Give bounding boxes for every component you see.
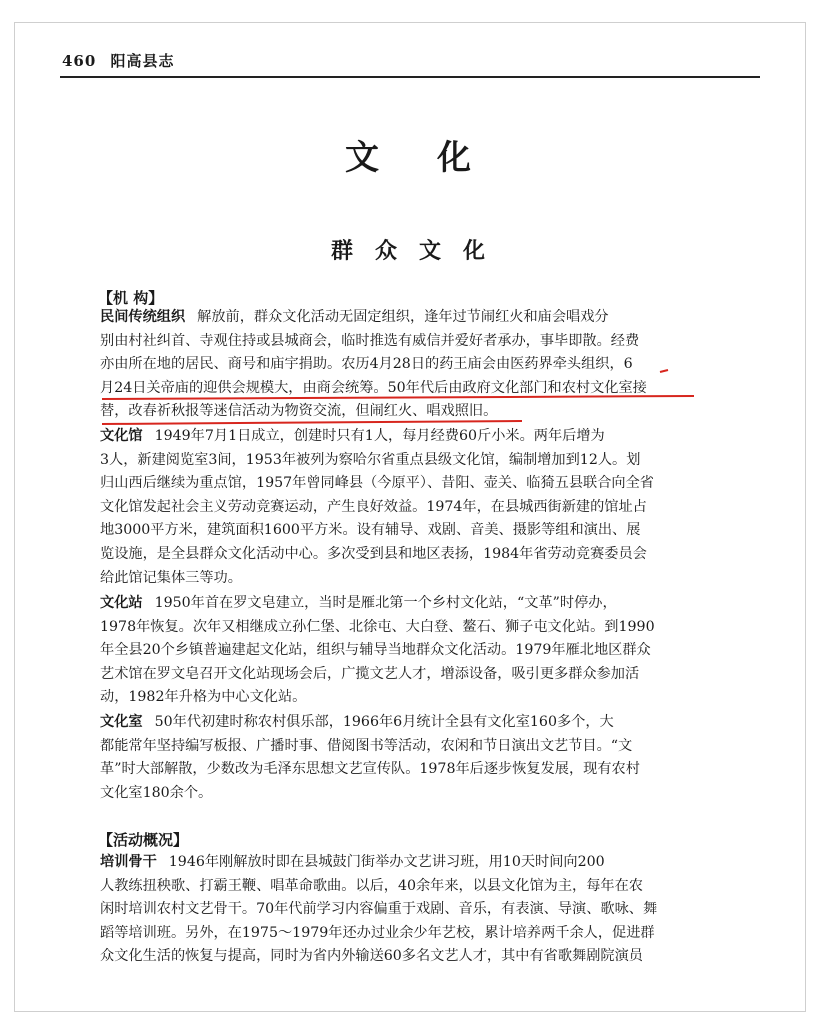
header-rule	[60, 76, 760, 78]
text-line: 艺术馆在罗文皂召开文化站现场会后，广揽文艺人才，增添设备，吸引更多群众参加活	[100, 665, 640, 682]
text-line: 闲时培训农村文艺骨干。70年代前学习内容偏重于戏剧、音乐，有表演、导演、歌咏、舞	[100, 901, 658, 918]
text-line: 年全县20个乡镇普遍建起文化站，组织与辅导当地群众文化活动。1979年雁北地区群众	[100, 642, 651, 659]
text-line: 都能常年坚持编写板报、广播时事、借阅图书等活动，农闲和节日演出文艺节目。“文	[100, 737, 633, 754]
text-line: 民间传统组织 解放前，群众文化活动无固定组织，逢年过节闹红火和庙会唱戏分	[100, 309, 609, 325]
text-line: 亦由所在地的居民、商号和庙宇捐助。农历4月28日的药王庙会由医药界牵头组织，6	[100, 356, 633, 373]
text-line: 文化站 1950年首在罗文皂建立，当时是雁北第一个乡村文化站，“文革”时停办，	[100, 595, 617, 611]
book-title: 阳高县志	[110, 52, 175, 70]
text-line: 蹈等培训班。另外，在1975～1979年还办过业余少年艺校，累计培养两千余人，促进群	[100, 924, 655, 941]
text-line: 人教练扭秧歌、打霸王鞭、唱革命歌曲。以后，40余年来，以县文化馆为主，每年在农	[100, 877, 643, 894]
text-line: 1978年恢复。次年又相继成立孙仁堡、北徐屯、大白登、鳌石、狮子屯文化站。到1990	[100, 618, 655, 635]
text-line: 3人，新建阅览室3间，1953年被列为察哈尔省重点县级文化馆，编制增加到12人。划	[100, 451, 641, 468]
entry-term: 文化站	[100, 595, 143, 611]
text-line: 培训骨干 1946年刚解放时即在县城鼓门街举办文艺讲习班，用10天时间向200	[100, 854, 605, 870]
entry-term: 文化室	[100, 714, 143, 730]
page-number: 460	[62, 52, 97, 70]
text-line: 动，1982年升格为中心文化站。	[100, 689, 307, 706]
entry-term: 民间传统组织	[100, 309, 186, 325]
entry-training	[100, 851, 670, 969]
text-line: 给此馆记集体三等功。	[100, 569, 242, 586]
text-line: 归山西后继续为重点馆，1957年曾同峰县（今原平）、昔阳、壶关、临猗五县联合向全省	[100, 475, 654, 492]
section-heading-activities: 【活动概况】	[98, 831, 189, 849]
entry-cultural-station	[100, 592, 670, 710]
chapter-title: 文化	[345, 138, 529, 178]
text-line: 众文化生活的恢复与提高，同时为省内外输送60多名文艺人才，其中有省歌舞剧院演员	[100, 948, 643, 965]
text-line: 革”时大部解散，少数改为毛泽东思想文艺宣传队。1978年后逐步恢复发展，现有农村	[100, 761, 640, 778]
entry-folk-organizations	[100, 306, 670, 424]
text-line: 替，改春祈秋报等迷信活动为物资交流，但闹红火、唱戏照旧。	[100, 403, 498, 420]
entry-term: 培训骨干	[100, 854, 157, 870]
text-line: 文化馆发起社会主义劳动竞赛运动，产生良好效益。1974年，在县城西街新建的馆址占	[100, 498, 647, 515]
running-header	[62, 50, 175, 71]
section-heading-organizations: 【机 构】	[98, 289, 164, 307]
text-line: 月24日关帝庙的迎供会规模大，由商会统筹。50年代后由政府文化部门和农村文化室接	[100, 379, 647, 396]
section-title: 群众文化	[330, 239, 507, 264]
text-line: 别由村社纠首、寺观住持或县城商会，临时推选有威信并爱好者承办，事毕即散。经费	[100, 332, 640, 349]
entry-cultural-center	[100, 425, 670, 590]
entry-term: 文化馆	[100, 428, 143, 444]
text-line: 览设施，是全县群众文化活动中心。多次受到县和地区表扬，1984年省劳动竞赛委员会	[100, 545, 647, 562]
text-line: 文化室 50年代初建时称农村俱乐部，1966年6月统计全县有文化室160多个，大	[100, 714, 614, 730]
text-line: 文化馆 1949年7月1日成立，创建时只有1人，每月经费60斤小米。两年后增为	[100, 428, 605, 444]
entry-cultural-room	[100, 711, 670, 805]
text-line: 地3000平方米，建筑面积1600平方米。设有辅导、戏剧、音美、摄影等组和演出、展	[100, 522, 641, 539]
text-line: 文化室180余个。	[100, 784, 213, 801]
